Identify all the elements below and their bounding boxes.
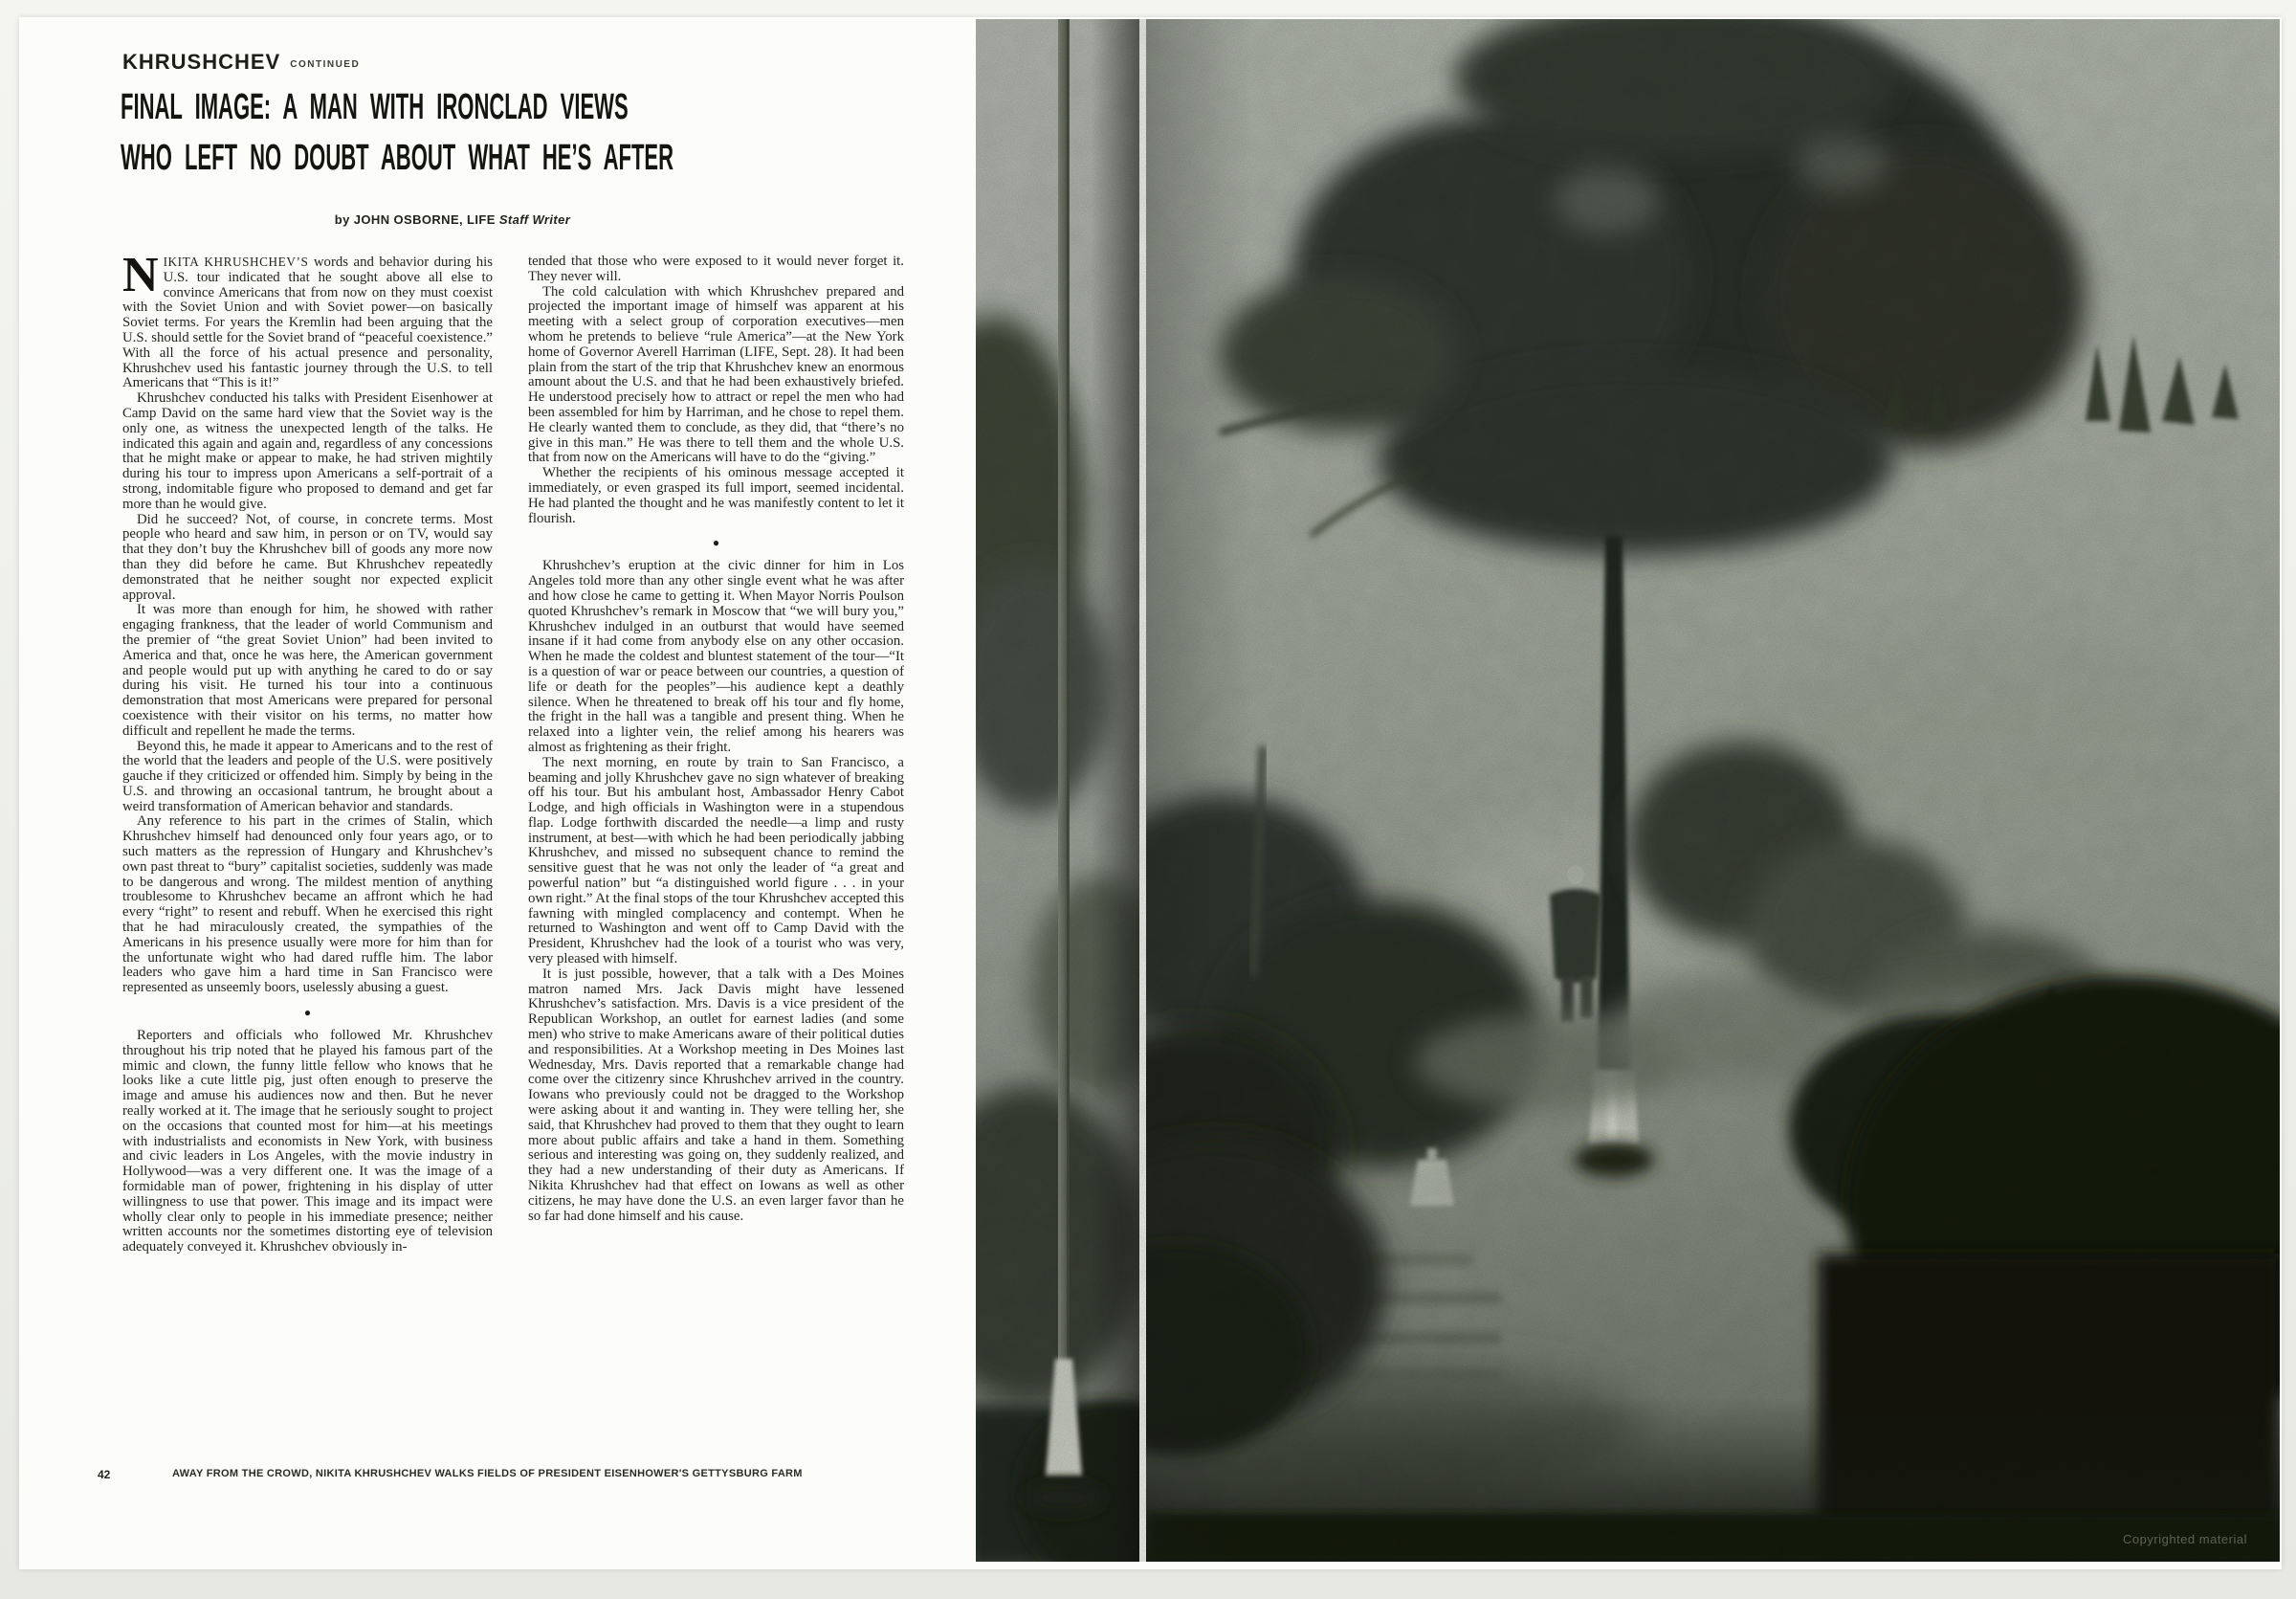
paragraph: It was more than enough for him, he showed with rather engaging frankness, that the leader of world Communism and the premier of “the great Soviet Union” had been invited to America and that, once he was here, the American government and people would put up with anything he cared to do or say during his visit. He turned his tour into a continuous demonstration that most Americans were prepared for personal coexistence with their visitor on his terms, no matter how difficult and repellent he made the terms. xyxy=(122,602,493,739)
section-break-bullet: ● xyxy=(303,1006,312,1020)
paragraph: Reporters and officials who followed Mr. Khrushchev throughout his trip noted that he played his famous part of the mimic and clown, the funny little fellow who knows that he looks like a cute little pig, just often enough to preserve the image and amuse his audiences now and then. But he never really worked at it. The image that he seriously sought to project on the occasions that counted most for him—at his meetings with industrialists and economists in New York, with business and civic leaders in Los Angeles, with the movie industry in Hollywood—was a very different one. It was the image of a formidable man of power, frightening in his display of utter willingness to use that power. This image and its impact were wholly clear only to people in his immediate presence; neither written accounts nor the sometimes distorting eye of television adequately conveyed it. Khrushchev obviously in- xyxy=(122,1028,493,1255)
paragraph: Khrushchev’s eruption at the civic dinner for him in Los Angeles told more than any other single event what he was after and how close he came to getting it. When Mayor Norris Poulson quoted Khrushchev’s remark in Moscow that “we will bury you,” Khrushchev indulged in an outburst that would have seemed insane if it had come from anybody else on any other occasion. When he made the coldest and bluntest statement of the tour—“It is a question of war or peace between our countries, a question of life or death for the peoples”—his audience kept a deathly silence. When he threatened to break off his tour and fly home, the fright in the hall was a tangible and present thing. When he relaxed into a lighter vein, the relief among his hearers was almost as frightening as their fright. xyxy=(528,558,904,755)
film-grain xyxy=(976,19,2280,1562)
section-break-bullet: ● xyxy=(712,536,720,550)
article-column-1 xyxy=(122,248,493,1455)
paragraph: The cold calculation with which Khrushchev prepared and projected the important image of himself was apparent at his meeting with a select group of corporation executives—men whom he pretends to believe “rule America”—at the New York home of Governor Averell Harriman (LIFE, Sept. 28). It had been plain from the start of the trip that Khrushchev knew an enormous amount about the U.S. and that he had been exhaustively briefed. He understood precisely how to attract or repel the men who had been assembled for him by Harriman, and he chose to repel them. He clearly wanted them to conclude, as they did, that “there’s no give in this man.” He was there to tell them and the whole U.S. that from now on the Americans will have to do the “giving.” xyxy=(528,283,904,466)
headline-line-1: FINAL IMAGE: A MAN WITH IRONCLAD VIEWS xyxy=(121,87,629,127)
paragraph: The next morning, en route by train to San Francisco, a beaming and jolly Khrushchev gave no sign whatever of breaking off his tour. But his ambulant host, Ambassador Henry Cabot Lodge, and high officials in Washington were in a stupendous flap. Lodge forthwith discarded the needle—a limp and rusty instrument, at best—with which he had been periodically jabbing Khrushchev, and missed no subsequent chance to remind the sensitive guest that he was not only the leader of “a great and powerful nation” but “a distinguished world figure . . . in your own right.” At the final stops of the tour Khrushchev accepted this fawning with mingled complacency and contempt. When he returned to Washington and went off to Camp David with the President, Khrushchev had the look of a tourist who was very, very pleased with himself. xyxy=(528,754,904,967)
page-number: 42 xyxy=(98,1468,111,1481)
paragraph: Any reference to his part in the crimes of Stalin, which Khrushchev himself had denounced only four years ago, or to such matters as the repression of Hungary and Khrushchev’s own past threat to “bury” capitalist societies, suddenly was made to be dangerous and wrong. The mildest mention of anything troublesome to Khrushchev became an affront which he had every “right” to resent and rebuff. When he exercised this right that he had miraculously created, the sympathies of the Americans in his presence usually were more for him than for the unfortunate wight who had dared ruffle him. The labor leaders who gave him a hard time in San Francisco were represented as unseemly boors, uselessly abusing a guest. xyxy=(122,813,493,996)
paragraph: Did he succeed? Not, of course, in concrete terms. Most people who heard and saw him, in person or on TV, would say that they don’t buy the Khrushchev bill of goods any more now than they did before he came. But Khrushchev repeatedly demonstrated that he neither sought nor expected explicit approval. xyxy=(122,511,493,603)
headline xyxy=(121,82,1074,184)
byline-author: by JOHN OSBORNE, LIFE xyxy=(334,212,496,227)
paragraph: Khrushchev conducted his talks with President Eisenhower at Camp David on the same hard view that the Soviet way is the only one, as witness the unexpected length of the talks. He indicated this again and again and, regardless of any concessions that he might make or appear to make, he had striven mightily during his tour to impress upon Americans a self-portrait of a strong, indomitable figure who proposed to demand and get far more than he would give. xyxy=(122,390,493,512)
drop-cap: N xyxy=(122,248,159,302)
headline-line-2: WHO LEFT NO DOUBT ABOUT WHAT HE’S AFTER xyxy=(121,138,674,178)
magazine-page xyxy=(19,17,2282,1569)
paragraph-continuation: tended that those who were exposed to it would never forget it. They never will. xyxy=(528,254,904,284)
watermark: Copyrighted material xyxy=(2123,1532,2247,1546)
photo-khrushchev-gettysburg xyxy=(976,19,2280,1562)
byline-role: Staff Writer xyxy=(498,212,571,227)
kicker: KHRUSHCHEV xyxy=(122,50,281,74)
photo-image xyxy=(976,19,2280,1562)
kicker-row xyxy=(122,50,360,75)
photo-caption: AWAY FROM THE CROWD, NIKITA KHRUSHCHEV WALKS FIELDS OF PRESIDENT EISENHOWER'S GETTYSBURG FARM xyxy=(172,1468,803,1479)
byline xyxy=(122,212,783,227)
article-column-2 xyxy=(528,255,904,1470)
paragraph-text: words and behavior during his U.S. tour indicated that he sought above all else to convince Americans that from now on they must coexist with the Soviet Union and with Soviet power—on basically Soviet terms. For years the Kremlin had been arguing that the U.S. should settle for the Soviet brand of “peaceful coexistence.” With all the force of his actual presence and personality, Khrushchev used his fantastic journey through the U.S. to tell Americans that “This is it!” xyxy=(122,255,493,391)
paragraph: Beyond this, he made it appear to Americans and to the rest of the world that the leaders and people of the U.S. were positively gauche if they criticized or offended him. Simply by being in the U.S. and throwing an occasional tantrum, he brought about a weird transformation of American behavior and standards. xyxy=(122,738,493,814)
paragraph: It is just possible, however, that a talk with a Des Moines matron named Mrs. Jack Davis might have lessened Khrushchev’s satisfaction. Mrs. Davis is a vice president of the Republican Workshop, an outlet for earnest ladies (and some men) who strive to make Americans aware of their political duties and responsibilities. At a Workshop meeting in Des Moines last Wednesday, Mrs. Davis reported that a remarkable change had come over the citizenry since Khrushchev arrived in the country. Iowans who previously could not be dragged to the Workshop were asking about it and wanting in. They were telling her, she said, that Khrushchev had proved to them that they ought to learn more about public affairs and take a hand in them. Something serious and interesting was going on, they suddenly realized, and they had a new understanding of their duty as Americans. If Nikita Khrushchev had that effect on Iowans as well as other citizens, he may have done the U.S. an even larger favor than he so far had done himself and his cause. xyxy=(528,966,904,1224)
lead-small-caps: IKITA KHRUSHCHEV’S xyxy=(163,255,309,269)
kicker-continued: CONTINUED xyxy=(290,59,361,70)
paragraph: Whether the recipients of his ominous message accepted it immediately, or even grasped its full import, seemed incidental. He had planted the thought and he was manifestly content to let it flourish. xyxy=(528,465,904,526)
paragraph-opening xyxy=(122,248,493,391)
